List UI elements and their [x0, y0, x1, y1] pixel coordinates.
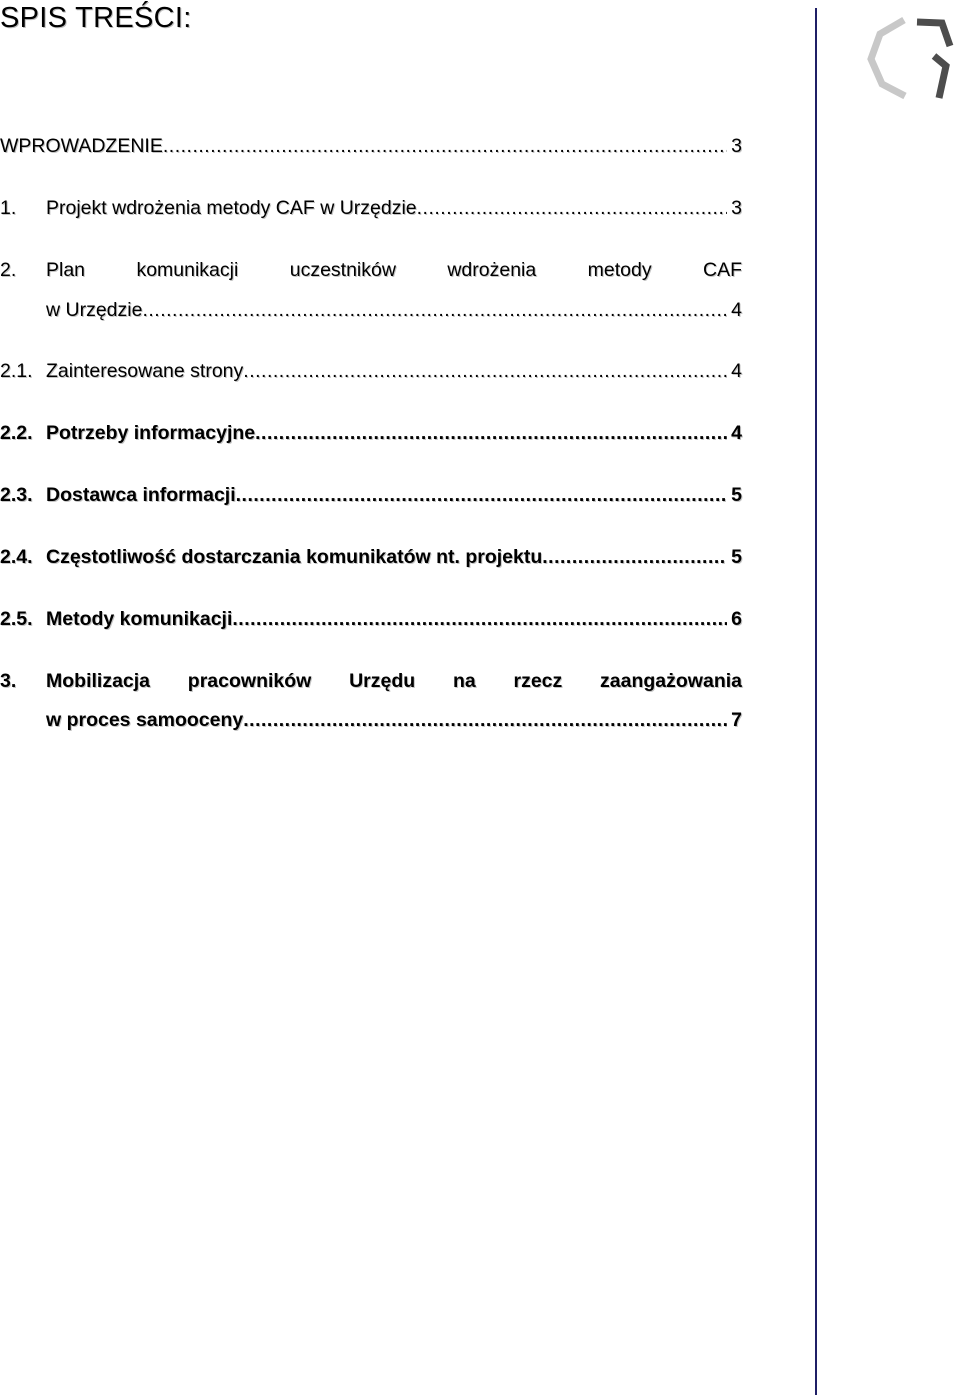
dot-leader: [243, 359, 727, 383]
toc-entry-title: Dostawca informacji: [46, 484, 236, 506]
toc-page-number: 3: [731, 197, 742, 219]
dot-leader: [243, 708, 727, 732]
dot-leader: [232, 607, 727, 631]
toc-entry-2-4[interactable]: [0, 545, 742, 569]
toc-page-number: 4: [731, 422, 742, 444]
dot-leader: [542, 545, 727, 569]
title-word: Mobilizacja: [46, 670, 151, 692]
toc-entry-title: WPROWADZENIE: [0, 135, 163, 157]
toc-page-number: 5: [731, 546, 742, 568]
toc-entry-1[interactable]: [0, 196, 742, 220]
title-word: komunikacji: [136, 259, 239, 281]
toc-page-number: 3: [731, 135, 742, 157]
toc-entry-wprowadzenie[interactable]: [0, 134, 742, 158]
dot-leader: [163, 134, 727, 158]
toc-entry-title: Zainteresowane strony: [46, 360, 244, 382]
toc-entry-3[interactable]: [0, 669, 742, 732]
title-word: na: [452, 670, 476, 692]
toc-entry-2-1[interactable]: [0, 359, 742, 383]
title-word: uczestników: [289, 259, 396, 281]
title-word: pracowników: [187, 670, 312, 692]
toc-entry-title: Metody komunikacji: [46, 608, 233, 630]
toc-page-number: 4: [731, 360, 742, 382]
title-word: CAF: [703, 259, 742, 281]
toc-entry-2-3[interactable]: [0, 483, 742, 507]
dot-leader: [142, 298, 727, 322]
toc-entry-number: 1.: [0, 197, 17, 219]
toc-entry-2-2[interactable]: [0, 421, 742, 445]
toc-entry-title: Częstotliwość dostarczania komunikatów nt. projektu: [46, 546, 543, 568]
table-of-contents: [0, 134, 742, 732]
toc-page-number: 4: [731, 299, 742, 321]
title-word: Urzędu: [349, 670, 416, 692]
title-word: metody: [587, 259, 652, 281]
hexagon-logo-icon: [864, 14, 960, 110]
vertical-rule: [815, 8, 817, 1395]
dot-leader: [236, 483, 728, 507]
title-word: Plan: [46, 259, 86, 281]
toc-entry-2-5[interactable]: [0, 607, 742, 631]
title-word: wdrożenia: [447, 259, 537, 281]
toc-entry-title: Potrzeby informacyjne: [46, 422, 256, 444]
toc-entry-number: 2.: [0, 259, 17, 281]
toc-entry-number: 2.3.: [0, 484, 33, 506]
toc-entry-title: Projekt wdrożenia metody CAF w Urzędzie: [46, 197, 417, 219]
toc-entry-2[interactable]: [0, 258, 742, 322]
toc-entry-number: 3.: [0, 670, 17, 692]
toc-entry-title-line1: [46, 669, 742, 693]
toc-entry-title-line2: w Urzędzie: [46, 299, 143, 321]
toc-page-number: 6: [731, 608, 742, 630]
page-title: SPIS TREŚCI:: [0, 2, 192, 34]
title-word: zaangażowania: [600, 670, 742, 692]
dot-leader: [255, 421, 727, 445]
dot-leader: [417, 196, 728, 220]
toc-entry-number: 2.4.: [0, 546, 33, 568]
toc-entry-number: 2.1.: [0, 360, 33, 382]
toc-entry-number: 2.2.: [0, 422, 33, 444]
toc-entry-number: 2.5.: [0, 608, 33, 630]
toc-page-number: 7: [731, 709, 742, 731]
toc-page-number: 5: [731, 484, 742, 506]
toc-entry-title-line2: w proces samooceny: [46, 709, 244, 731]
title-word: rzecz: [513, 670, 563, 692]
toc-entry-title-line1: [46, 258, 742, 282]
